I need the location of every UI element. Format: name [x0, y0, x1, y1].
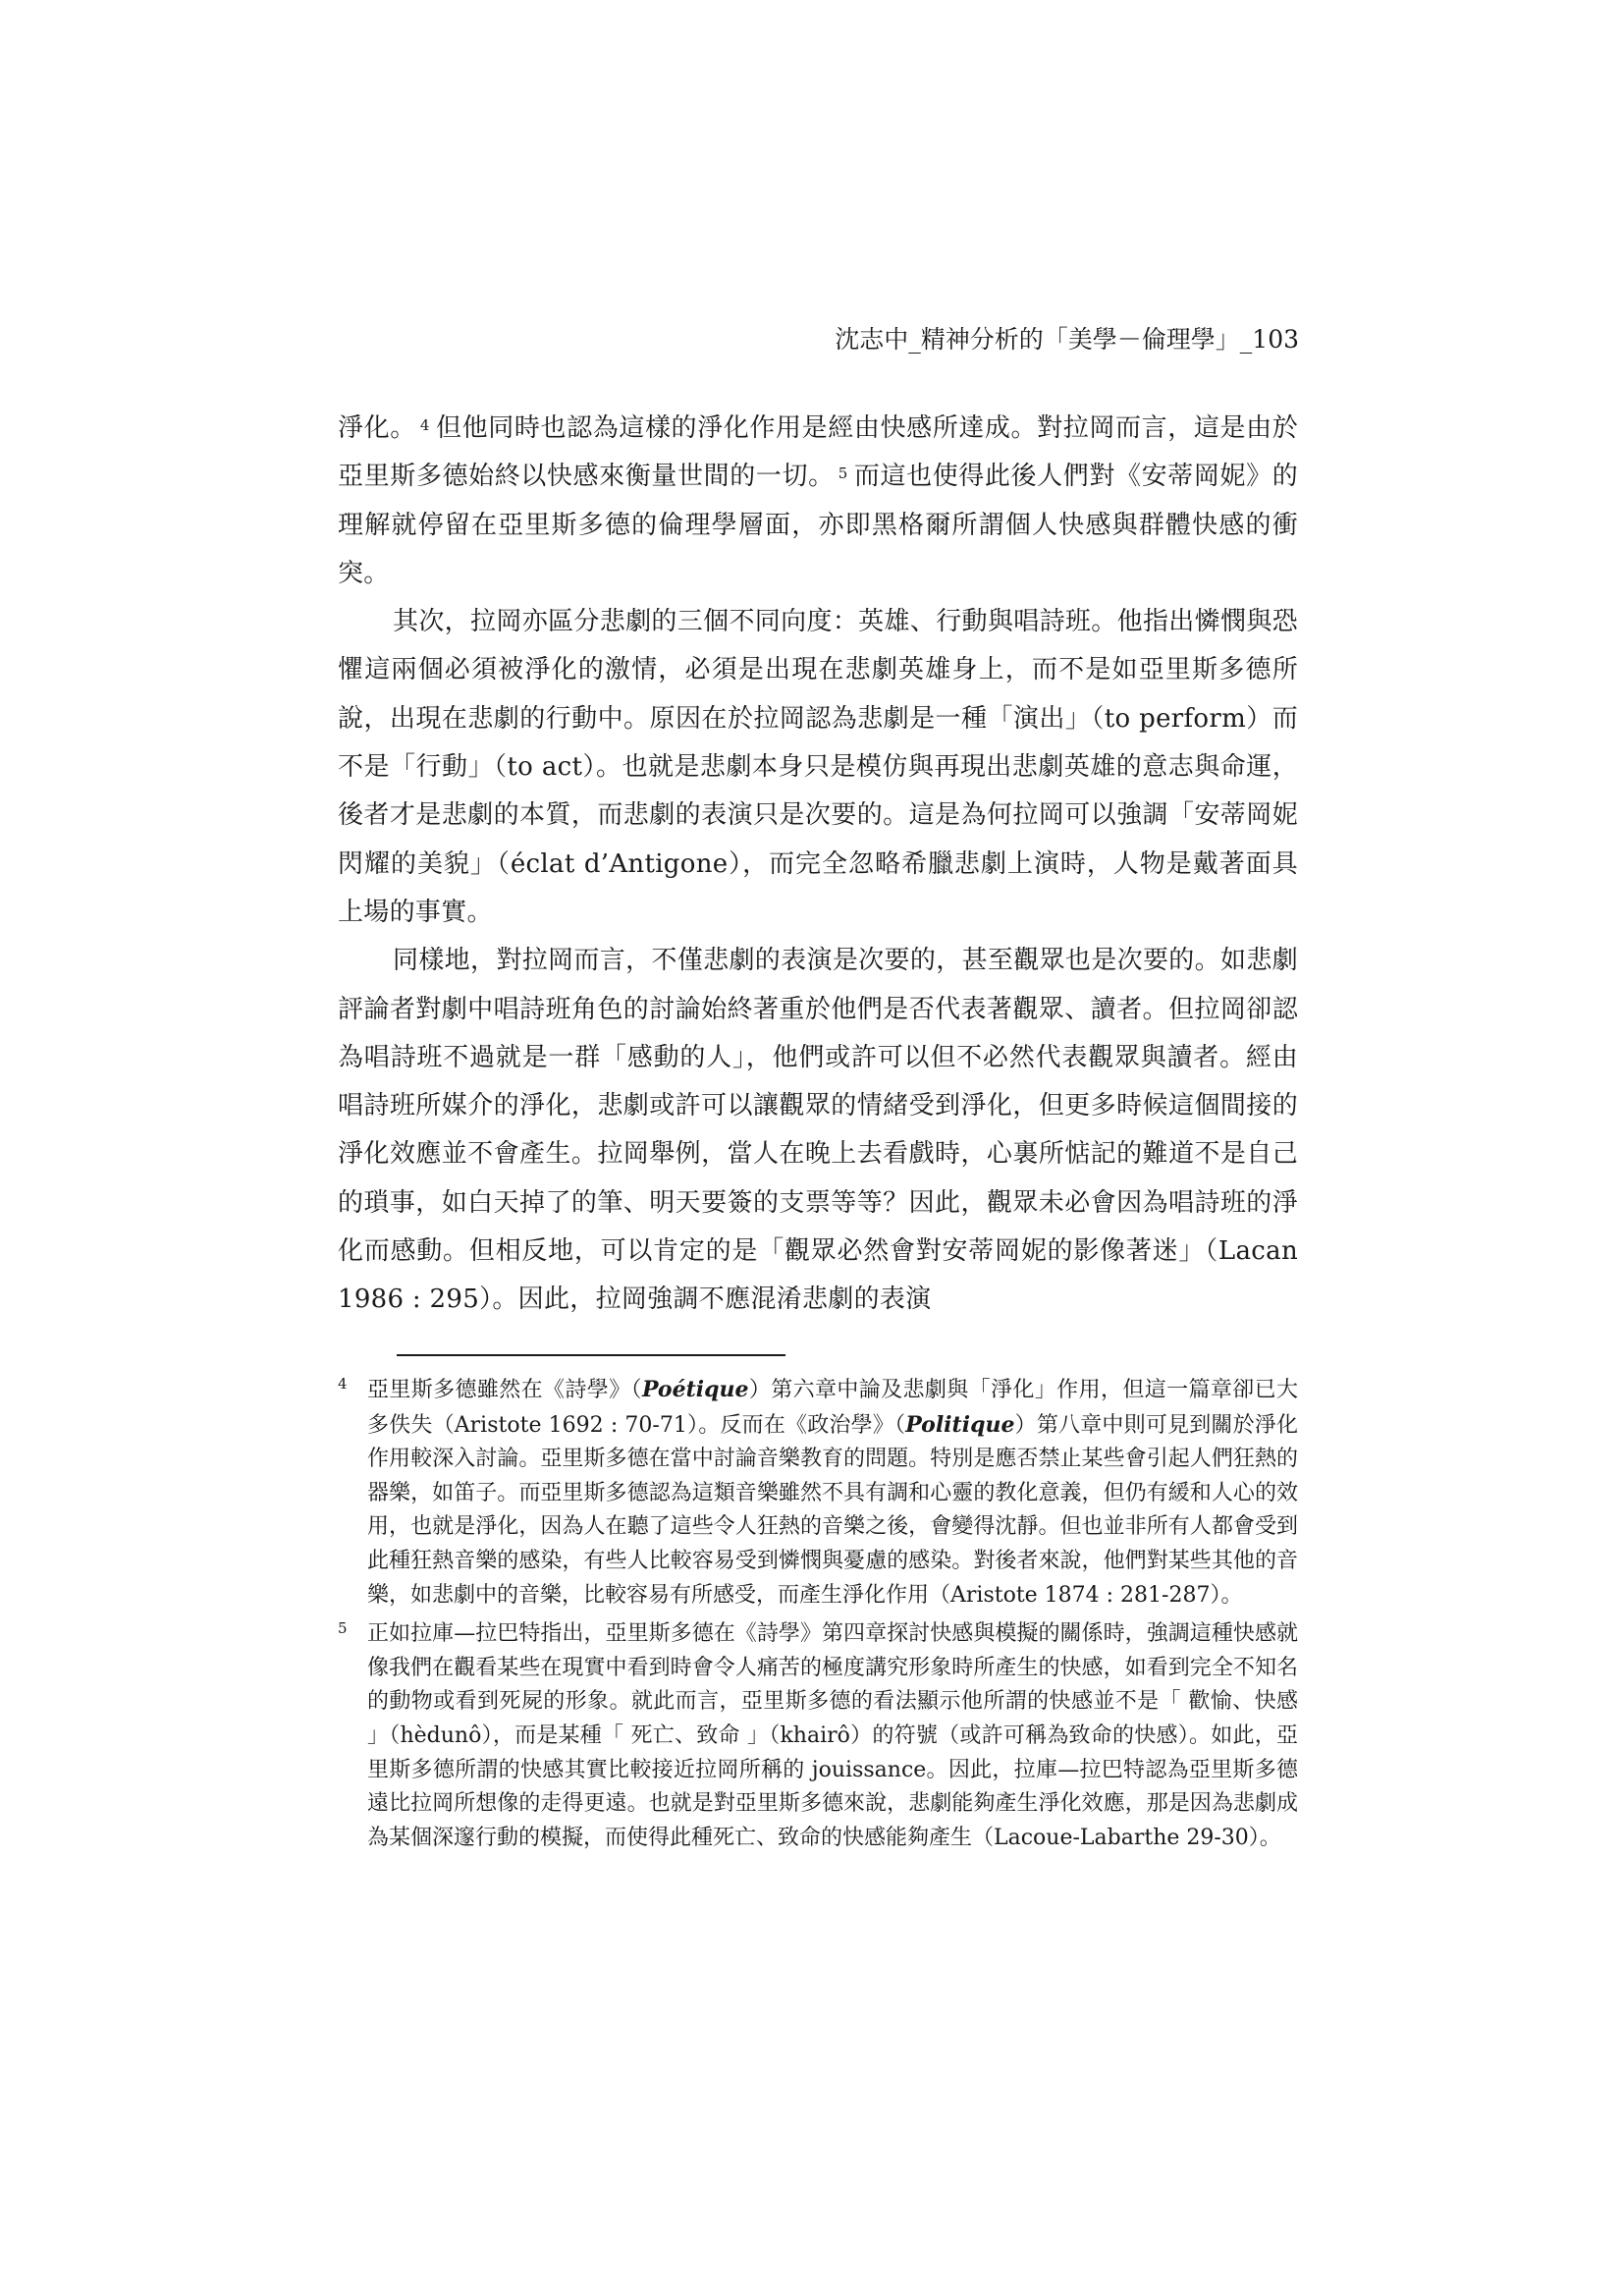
footnote-number: 4 [338, 1375, 348, 1393]
footnote-number: 5 [338, 1619, 348, 1638]
paragraph-3: 同樣地，對拉岡而言，不僅悲劇的表演是次要的，甚至觀眾也是次要的。如悲劇評論者對劇中唱詩班角色的討論始終著重於他們是否代表著觀眾、讀者。但拉岡卻認為唱詩班不過就是一群「感動的人」，他們或許可以但不必然代表觀眾與讀者。經由唱詩班所媒介的淨化，悲劇或許可以讓觀眾的情緒受到淨化，但更多時候這個間接的淨化效應並不會產生。拉岡舉例，當人在晚上去看戲時，心裏所惦記的難道不是自己的瑣事，如白天掉了的筆、明天要簽的支票等等？因此，觀眾未必會因為唱詩班的淨化而感動。但相反地，可以肯定的是「觀眾必然會對安蒂岡妮的影像著迷」（Lacan 1986 : 295）。因此，拉岡強調不應混淆悲劇的表演 [338, 946, 1298, 1315]
footnotes [338, 1373, 1298, 1855]
footnote-4-text-3: ）第八章中則可見到關於淨化作用較深入討論。亞里斯多德在當中討論音樂教育的問題。特別是應否禁止某些會引起人們狂熱的器樂，如笛子。而亞里斯多德認為這類音樂雖然不具有調和心靈的教化意義，但仍有緩和人心的效用，也就是淨化，因為人在聽了這些令人狂熱的音樂之後，會變得沈靜。但也並非所有人都會受到此種狂熱音樂的感染，有些人比較容易受到憐憫與憂慮的感染。對後者來說，他們對某些其他的音樂，如悲劇中的音樂，比較容易有所感受，而產生淨化作用（Aristote 1874 : 281-287）。 [367, 1412, 1298, 1608]
body-text [338, 405, 1298, 1325]
footnote-ref-4[interactable]: 4 [419, 416, 430, 434]
footnote-5 [338, 1617, 1298, 1855]
paragraph-1-part-c: 而這也使得此後人們對《安蒂岡妮》的理解就停留在亞里斯多德的倫理學層面，亦即黑格爾所謂個人快感與群體快感的衝突。 [338, 462, 1298, 588]
paragraph-1-part-a: 淨化。 [338, 413, 416, 443]
footnote-5-text: 正如拉庫—拉巴特指出，亞里斯多德在《詩學》第四章探討快感與模擬的關係時，強調這種快感就像我們在觀看某些在現實中看到時會令人痛苦的極度講究形象時所產生的快感，如看到完全不知名的動物或看到死屍的形象。就此而言，亞里斯多德的看法顯示他所謂的快感並不是「 歡愉、快感 」（hèdunô），而是某種「 死亡、致命 」（khairô）的符號（或許可稱為致命的快感）。如此，亞里斯多德所謂的快感其實比較接近拉岡所稱的 jouissance。因此，拉庫—拉巴特認為亞里斯多德遠比拉岡所想像的走得更遠。也就是對亞里斯多德來說，悲劇能夠產生淨化效應，那是因為悲劇成為某個深邃行動的模擬，而使得此種死亡、致命的快感能夠產生（Lacoue-Labarthe 29-30）。 [367, 1621, 1298, 1850]
paragraph-1 [338, 405, 1298, 598]
footnote-4-text-1: 亞里斯多德雖然在《詩學》（ [367, 1378, 642, 1402]
footnote-divider [397, 1354, 785, 1356]
footnote-4-italic-2: Politique [905, 1411, 1015, 1438]
footnote-4-text-2: ）第六章中論及悲劇與「淨化」作用，但這一篇章卻已大多佚失（Aristote 1692 : 70-71）。反而在《政治學》（ [367, 1378, 1298, 1438]
running-header: 沈志中_精神分析的「美學－倫理學」_103 [835, 325, 1299, 354]
footnote-ref-5[interactable]: 5 [838, 465, 848, 483]
paragraph-1-part-b: 但他同時也認為這樣的淨化作用是經由快感所達成。對拉岡而言，這是由於亞里斯多德始終以快感來衡量世間的一切。 [338, 413, 1299, 492]
footnote-4 [338, 1373, 1298, 1613]
paragraph-2: 其次，拉岡亦區分悲劇的三個不同向度：英雄、行動與唱詩班。他指出憐憫與恐懼這兩個必須被淨化的激情，必須是出現在悲劇英雄身上，而不是如亞里斯多德所說，出現在悲劇的行動中。原因在於拉岡認為悲劇是一種「演出」（to perform）而不是「行動」（to act）。也就是悲劇本身只是模仿與再現出悲劇英雄的意志與命運，後者才是悲劇的本質，而悲劇的表演只是次要的。這是為何拉岡可以強調「安蒂岡妮閃耀的美貌」（éclat d’Antigone），而完全忽略希臘悲劇上演時，人物是戴著面具上場的事實。 [338, 607, 1298, 927]
footnote-4-italic-1: Poétique [641, 1377, 749, 1402]
